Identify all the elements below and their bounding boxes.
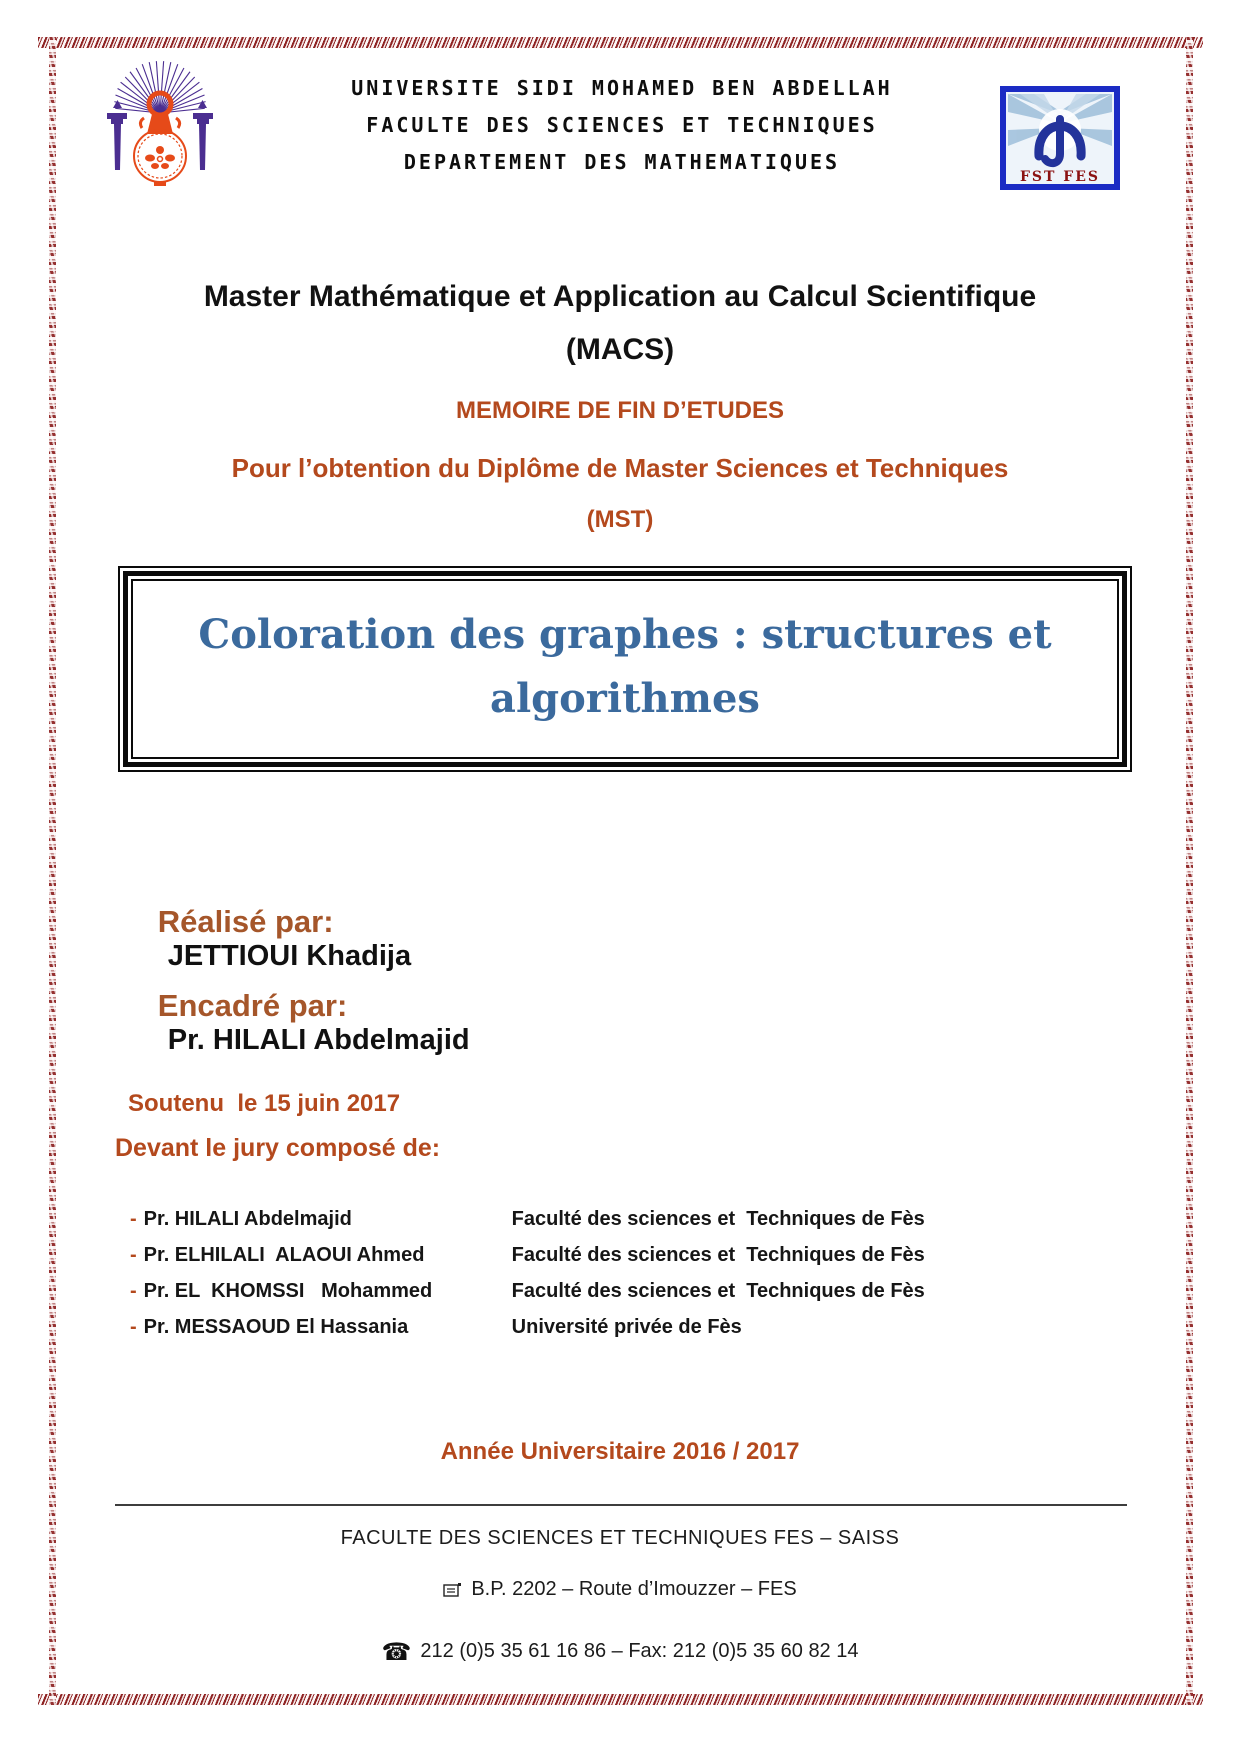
phone-line xyxy=(60,1637,1180,1666)
jury-row xyxy=(130,1316,925,1352)
page-border-bottom xyxy=(38,1694,1203,1705)
university-header xyxy=(232,70,1012,181)
jury-dash: - xyxy=(130,1244,137,1266)
jury-dash: - xyxy=(130,1316,137,1338)
address-text: B.P. 2202 – Route d’Imouzzer – FES xyxy=(471,1578,797,1600)
header-line-department: DEPARTEMENT DES MATHEMATIQUES xyxy=(403,150,841,174)
jury-member-affiliation: Faculté des sciences et Techniques de Fès xyxy=(511,1244,925,1266)
jury-row xyxy=(130,1244,925,1280)
encadre-par-label: Encadré par: xyxy=(157,988,348,1023)
jury-row xyxy=(130,1208,925,1244)
jury-member-affiliation: Université privée de Fès xyxy=(511,1316,742,1338)
jury-intro-line: Devant le jury composé de: xyxy=(115,1134,441,1162)
usmba-logo xyxy=(95,58,225,195)
page-border-top xyxy=(38,37,1203,48)
header-line-faculty: FACULTE DES SCIENCES ET TECHNIQUES xyxy=(366,113,878,137)
page-border-right xyxy=(1186,37,1193,1705)
address-line xyxy=(60,1578,1180,1601)
obtention-heading: Pour l’obtention du Diplôme de Master Sciences et Techniques xyxy=(231,453,1009,483)
soutenu-date-line: Soutenu le 15 juin 2017 xyxy=(128,1090,401,1117)
phone-text: 212 (0)5 35 61 16 86 – Fax: 212 (0)5 35 60 82 14 xyxy=(420,1640,859,1662)
fst-fes-logo xyxy=(1000,86,1120,195)
jury-member-affiliation: Faculté des sciences et Techniques de Fès xyxy=(511,1280,925,1302)
mst-abbr: (MST) xyxy=(586,506,654,533)
jury-member-affiliation: Faculté des sciences et Techniques de Fès xyxy=(511,1208,925,1230)
footer-divider xyxy=(115,1504,1127,1506)
encadre-par-row xyxy=(140,970,470,1075)
jury-dash: - xyxy=(130,1280,137,1302)
usmba-emblem-icon xyxy=(95,58,225,190)
memoire-heading: MEMOIRE DE FIN D’ETUDES xyxy=(455,397,785,424)
thesis-title-box xyxy=(118,566,1132,772)
faculty-footer-line: FACULTE DES SCIENCES ET TECHNIQUES FES – SAISS xyxy=(340,1527,900,1549)
jury-member-name: Pr. HILALI Abdelmajid xyxy=(143,1208,352,1230)
realise-par-name: JETTIOUI Khadija xyxy=(167,940,412,972)
phone-icon: ☎ xyxy=(381,1637,412,1666)
realise-par-label: Réalisé par: xyxy=(157,904,334,939)
jury-row xyxy=(130,1280,925,1316)
jury-member-name: Pr. ELHILALI ALAOUI Ahmed xyxy=(143,1244,425,1266)
jury-list xyxy=(130,1208,925,1352)
fst-fes-caption: FST FES xyxy=(1019,169,1101,185)
thesis-title-line-2: algorithmes xyxy=(490,675,760,722)
jury-member-name: Pr. MESSAOUD El Hassania xyxy=(143,1316,409,1338)
academic-year-line: Année Universitaire 2016 / 2017 xyxy=(440,1438,800,1465)
jury-dash: - xyxy=(130,1208,137,1230)
encadre-par-name: Pr. HILALI Abdelmajid xyxy=(167,1024,470,1056)
header-line-university: UNIVERSITE SIDI MOHAMED BEN ABDELLAH xyxy=(351,76,893,100)
envelope-icon xyxy=(443,1582,462,1598)
page-border-left xyxy=(49,37,56,1705)
master-program-title: Master Mathématique et Application au Calcul Scientifique xyxy=(203,280,1037,313)
thesis-title-line-1: Coloration des graphes : structures et xyxy=(198,611,1052,658)
jury-member-name: Pr. EL KHOMSSI Mohammed xyxy=(143,1280,433,1302)
fst-fes-emblem-icon xyxy=(1000,86,1120,190)
master-program-abbr: (MACS) xyxy=(565,333,675,366)
